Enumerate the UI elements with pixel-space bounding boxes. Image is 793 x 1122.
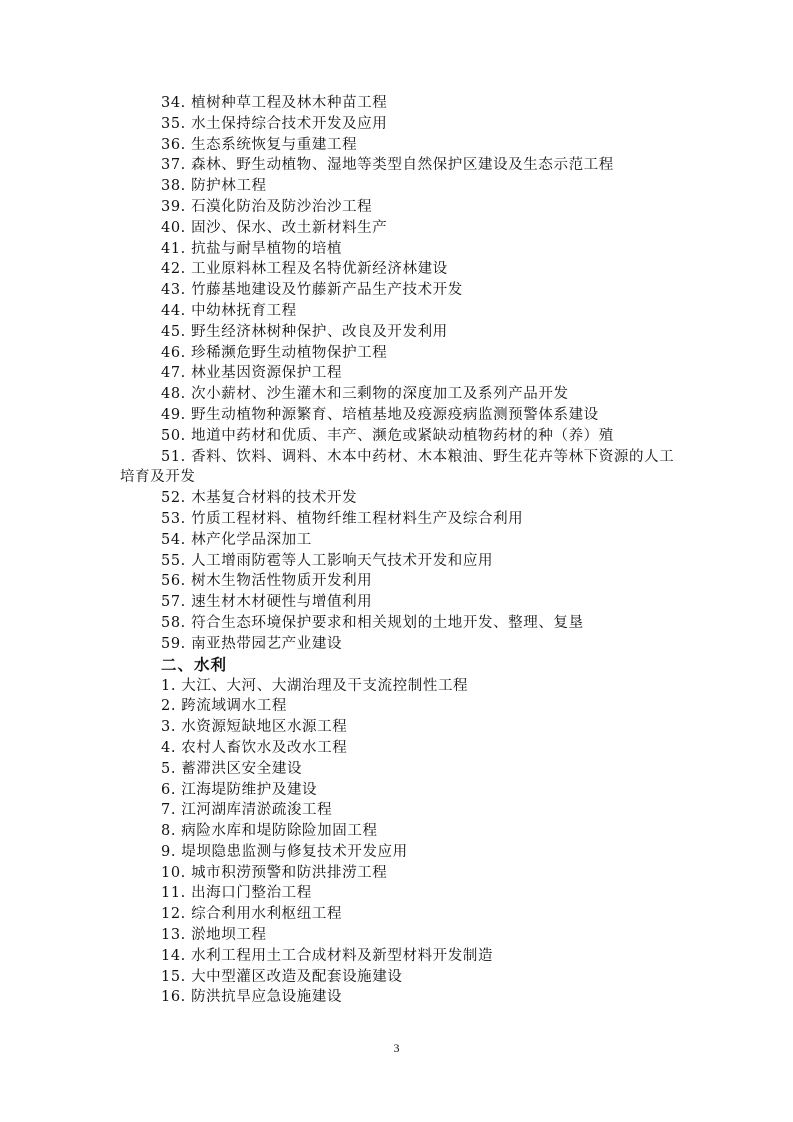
- list-item: 54. 林产化学品深加工: [161, 531, 312, 548]
- list-item: 10. 城市积涝预警和防洪排涝工程: [161, 864, 388, 881]
- list-item: 9. 堤坝隐患监测与修复技术开发应用: [161, 843, 408, 860]
- list-item: 13. 淤地坝工程: [161, 927, 267, 944]
- list-item: 3. 水资源短缺地区水源工程: [161, 719, 348, 736]
- list-item: 35. 水土保持综合技术开发及应用: [161, 115, 388, 132]
- list-item: 55. 人工增雨防雹等人工影响天气技术开发和应用: [161, 552, 494, 569]
- list-item: 42. 工业原料林工程及名特优新经济林建设: [161, 261, 448, 278]
- list-item: 48. 次小薪材、沙生灌木和三剩物的深度加工及系列产品开发: [161, 386, 569, 403]
- list-item: 51. 香料、饮料、调料、木本中药材、木本粮油、野生花卉等林下资源的人工培育及开发: [120, 448, 675, 486]
- list-item: 45. 野生经济林树种保护、改良及开发利用: [161, 323, 448, 340]
- list-item: 50. 地道中药材和优质、丰产、濒危或紧缺动植物药材的种（养）殖: [161, 427, 614, 444]
- list-item: 37. 森林、野生动植物、湿地等类型自然保护区建设及生态示范工程: [161, 157, 614, 174]
- list-item: 12. 综合利用水利枢纽工程: [161, 906, 343, 923]
- list-item: 16. 防洪抗旱应急设施建设: [161, 989, 343, 1006]
- list-item: 40. 固沙、保水、改土新材料生产: [161, 219, 388, 236]
- list-item: 57. 速生材木材硬性与增值利用: [161, 594, 373, 611]
- list-item: 4. 农村人畜饮水及改水工程: [161, 739, 348, 756]
- document-body: [120, 93, 680, 1008]
- list-item: 52. 木基复合材料的技术开发: [161, 490, 358, 507]
- section-heading: 二、水利: [161, 655, 228, 674]
- list-item: 7. 江河湖库清淤疏浚工程: [161, 802, 333, 819]
- page-number: 3: [393, 1041, 400, 1055]
- list-item: 43. 竹藤基地建设及竹藤新产品生产技术开发: [161, 282, 463, 299]
- list-item: 1. 大江、大河、大湖治理及干支流控制性工程: [161, 677, 469, 694]
- list-item: 2. 跨流域调水工程: [161, 698, 287, 715]
- list-item: 15. 大中型灌区改造及配套设施建设: [161, 968, 403, 985]
- list-item: 41. 抗盐与耐旱植物的培植: [161, 240, 343, 257]
- list-item: 44. 中幼林抚育工程: [161, 302, 297, 319]
- list-item: 34. 植树种草工程及林木种苗工程: [161, 95, 388, 111]
- list-item: 11. 出海口门整治工程: [161, 885, 312, 902]
- list-item: 56. 树木生物活性物质开发利用: [161, 573, 373, 590]
- list-item: 53. 竹质工程材料、植物纤维工程材料生产及综合利用: [161, 510, 524, 527]
- list-item: 6. 江海堤防维护及建设: [161, 781, 318, 798]
- list-item: 38. 防护林工程: [161, 178, 267, 195]
- list-item: 59. 南亚热带园艺产业建设: [161, 635, 343, 652]
- list-item: 14. 水利工程用土工合成材料及新型材料开发制造: [161, 947, 494, 964]
- list-item: 47. 林业基因资源保护工程: [161, 365, 343, 382]
- list-item: 5. 蓄滞洪区安全建设: [161, 760, 303, 777]
- list-item: 49. 野生动植物种源繁育、培植基地及疫源疫病监测预警体系建设: [161, 406, 599, 423]
- list-item: 8. 病险水库和堤防除险加固工程: [161, 823, 378, 840]
- list-item: 36. 生态系统恢复与重建工程: [161, 136, 358, 153]
- list-item: 39. 石漠化防治及防沙治沙工程: [161, 198, 373, 215]
- list-item: 58. 符合生态环境保护要求和相关规划的土地开发、整理、复垦: [161, 614, 584, 631]
- list-item: 46. 珍稀濒危野生动植物保护工程: [161, 344, 388, 361]
